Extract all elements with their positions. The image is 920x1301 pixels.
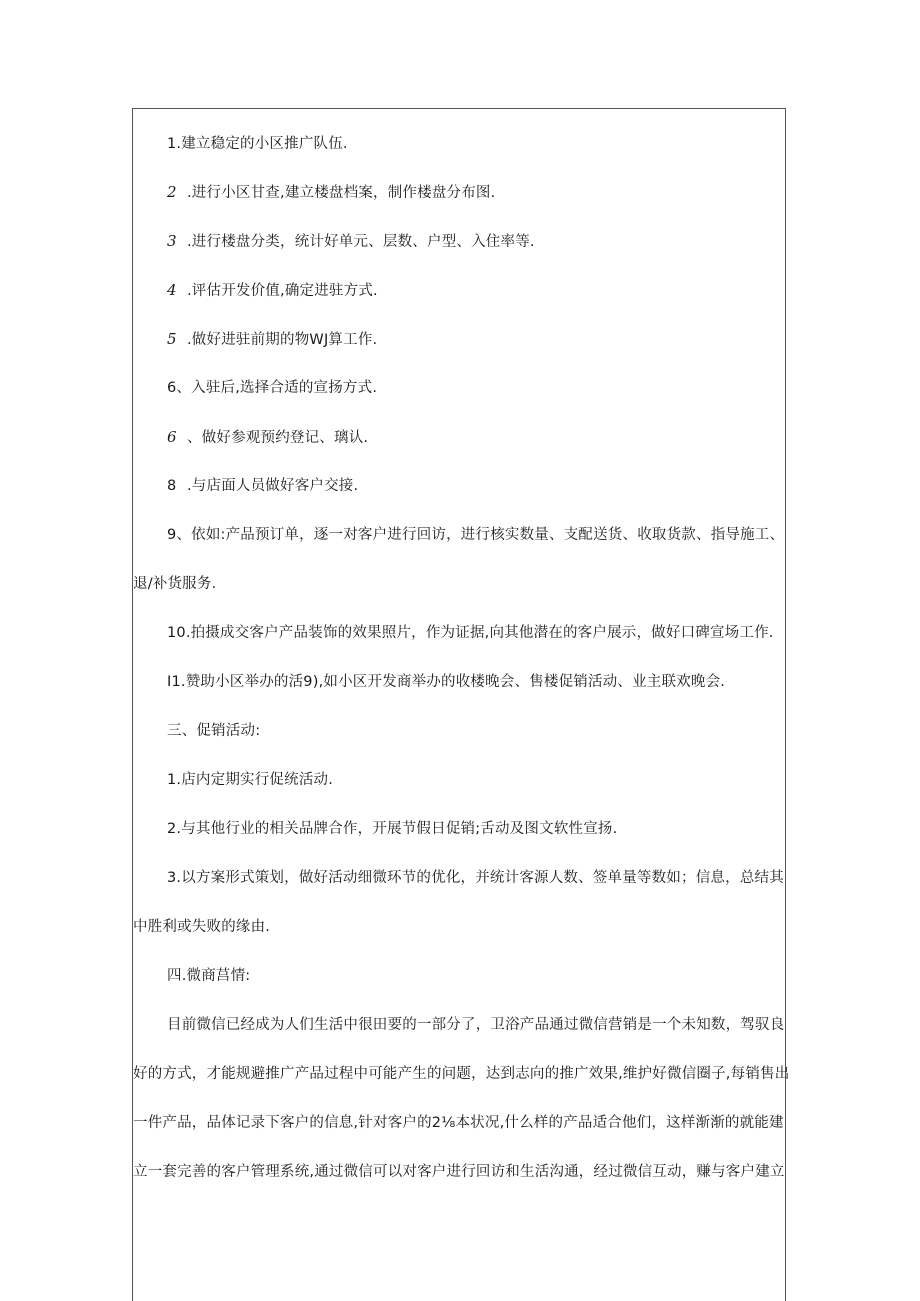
item-text: .进行楼盘分类，统计好单元、层数、户型、入住率等. [187,234,535,250]
item-text: 1.店内定期实行促统活动. [167,772,334,788]
heading-text: 三、促销活动: [167,723,261,739]
item-text: 中胜利或失败的缘由. [133,919,271,935]
list-item [167,182,495,203]
item-text: .做好进驻前期的物WJ算工作. [187,332,378,348]
paragraph-line [133,574,216,594]
heading-text: 四.微商莒情: [167,968,251,984]
item-text: I1.赞助小区举办的活9),如小区开发商举办的收楼晚会、售楼促销活动、业主联欢晚会. [167,674,726,690]
item-text: 好的方式，才能规避推广产品过程中可能产生的问题，达到志向的推广效果,维护好微信圈子,每销售出 [133,1066,790,1082]
list-item [167,476,358,496]
item-number: 8 [167,478,177,494]
item-text: 3.以方案形式策划，做好活动细微环节的优化，并统计客源人数、签单量等数如；信息，总结其 [167,870,784,886]
item-text: 9、依如:产品预订单，逐一对客户进行回访，进行核实数量、支配送货、收取货款、指导施工、 [167,527,785,543]
item-text: 一件产品，品体记录下客户的信息,针对客户的2⅛本状况,什么样的产品适合他们，这样渐渐的就能建 [133,1115,784,1131]
item-text: 10.拍摄成交客户产品装饰的效果照片，作为证据,向其他潜在的客户展示，做好口碑宣场工作. [167,625,774,641]
item-text: 6、入驻后,选择合适的宣扬方式. [167,380,378,396]
paragraph-line [167,672,725,692]
item-text: .进行小区甘查,建立楼盘档案，制作楼盘分布图. [187,185,496,201]
paragraph-line [133,1162,785,1182]
section-heading [167,966,250,986]
item-number: 3 [167,232,177,250]
paragraph-line [167,525,784,545]
list-item [167,770,333,790]
item-number: 6 [167,428,177,446]
list-item [167,231,535,252]
paragraph-line [167,1015,784,1035]
paragraph-line [133,1113,784,1133]
item-number: 2 [167,183,177,201]
paragraph-line [167,868,784,888]
item-text: 立一套完善的客户管理系统,通过微信可以对客户进行回访和生活沟通，经过微信互动，赚与客户建立 [133,1164,785,1180]
paragraph-line [167,623,774,643]
item-text: .与店面人员做好客户交接. [187,478,359,494]
paragraph-line [133,1064,789,1084]
list-item [167,134,348,154]
item-text: .评估开发价值,确定进驻方式. [187,283,378,299]
item-text: 退/补货服务. [133,576,217,592]
paragraph-line [133,917,270,937]
item-text: 、做好参观预约登记、璃认. [187,430,369,446]
item-text: 1.建立稳定的小区推广队伍. [167,136,348,152]
item-number: 4 [167,281,177,299]
list-item [167,819,617,839]
item-text: 目前微信已经成为人们生活中很田要的一部分了，卫浴产品通过微信营销是一个未知数，驾驭良 [167,1017,785,1033]
item-number: 5 [167,330,177,348]
item-text: 2.与其他行业的相关品牌合作，开展节假日促销;舌动及图文软性宣扬. [167,821,618,837]
list-item [167,329,377,350]
list-item [167,378,377,398]
list-item [167,280,378,301]
list-item [167,427,368,448]
section-heading [167,721,260,741]
